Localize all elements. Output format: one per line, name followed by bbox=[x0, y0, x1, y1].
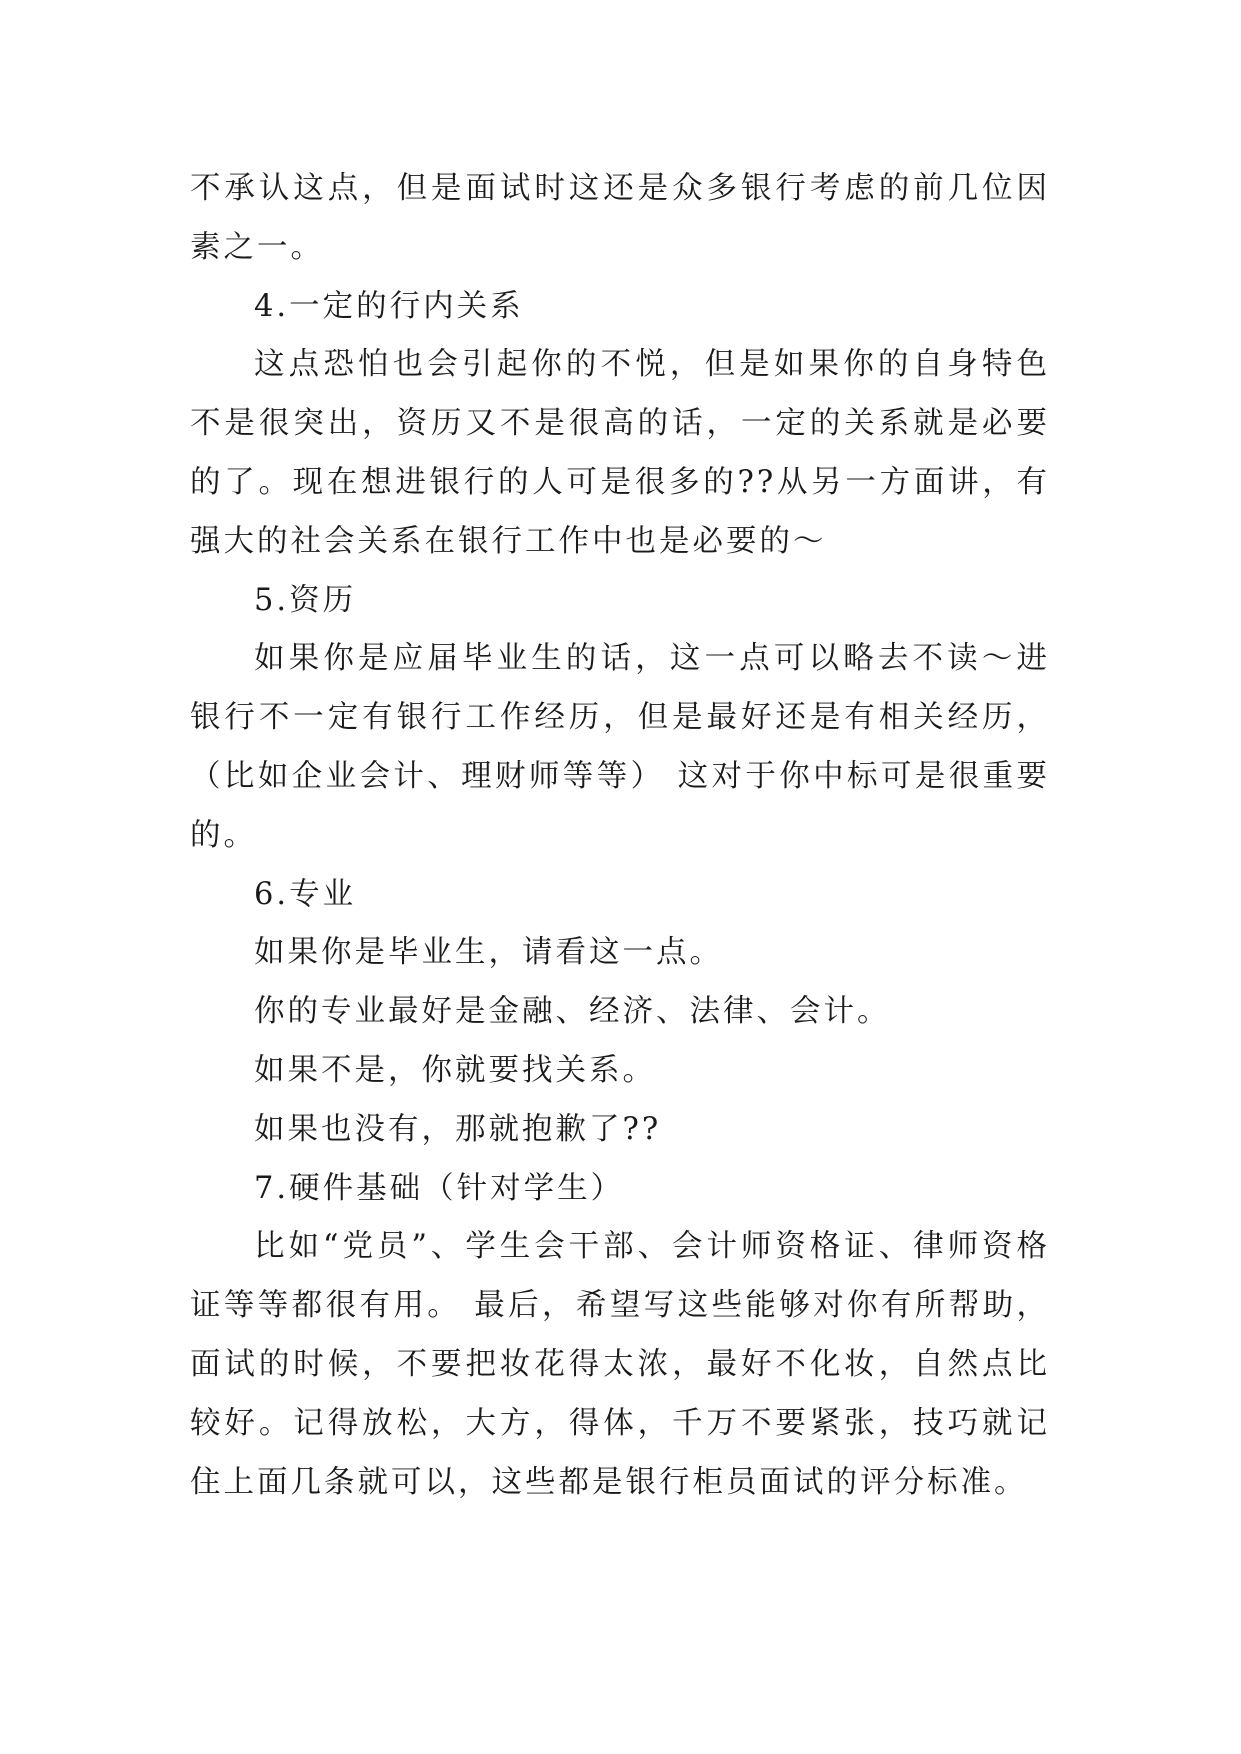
section-heading-6: 6.专业 bbox=[254, 876, 357, 912]
paragraph: 如果你是毕业生，请看这一点。 bbox=[254, 935, 723, 971]
section-heading-4: 4.一定的行内关系 bbox=[254, 288, 524, 324]
paragraph: 如果你是应届毕业生的话，这一点可以略去不读～进银行不一定有银行工作经历，但是最好还是有相关经历，（比如企业会计、理财师等等） 这对于你中标可是很重要的。 bbox=[190, 641, 1050, 853]
section-heading-7: 7.硬件基础（针对学生） bbox=[254, 1170, 625, 1206]
paragraph: 比如“党员”、学生会干部、会计师资格证、律师资格证等等都很有用。 最后，希望写这些能够对你有所帮助，面试的时候，不要把妆花得太浓，最好不化妆，自然点比较好。记得放松，大方，得体，千万不要紧张，技巧就记住上面几条就可以，这些都是银行柜员面试的评分标准。 bbox=[190, 1229, 1050, 1500]
paragraph: 如果不是，你就要找关系。 bbox=[254, 1052, 656, 1088]
paragraph: 如果也没有，那就抱歉了?? bbox=[254, 1111, 662, 1147]
paragraph: 不承认这点，但是面试时这还是众多银行考虑的前几位因素之一。 bbox=[190, 171, 1050, 265]
document-body bbox=[190, 160, 1050, 1512]
section-heading-5: 5.资历 bbox=[254, 582, 357, 618]
paragraph: 你的专业最好是金融、经济、法律、会计。 bbox=[254, 994, 891, 1030]
paragraph: 这点恐怕也会引起你的不悦，但是如果你的自身特色不是很突出，资历又不是很高的话，一定的关系就是必要的了。现在想进银行的人可是很多的??从另一方面讲，有强大的社会关系在银行工作中也是必要的～ bbox=[190, 347, 1050, 559]
